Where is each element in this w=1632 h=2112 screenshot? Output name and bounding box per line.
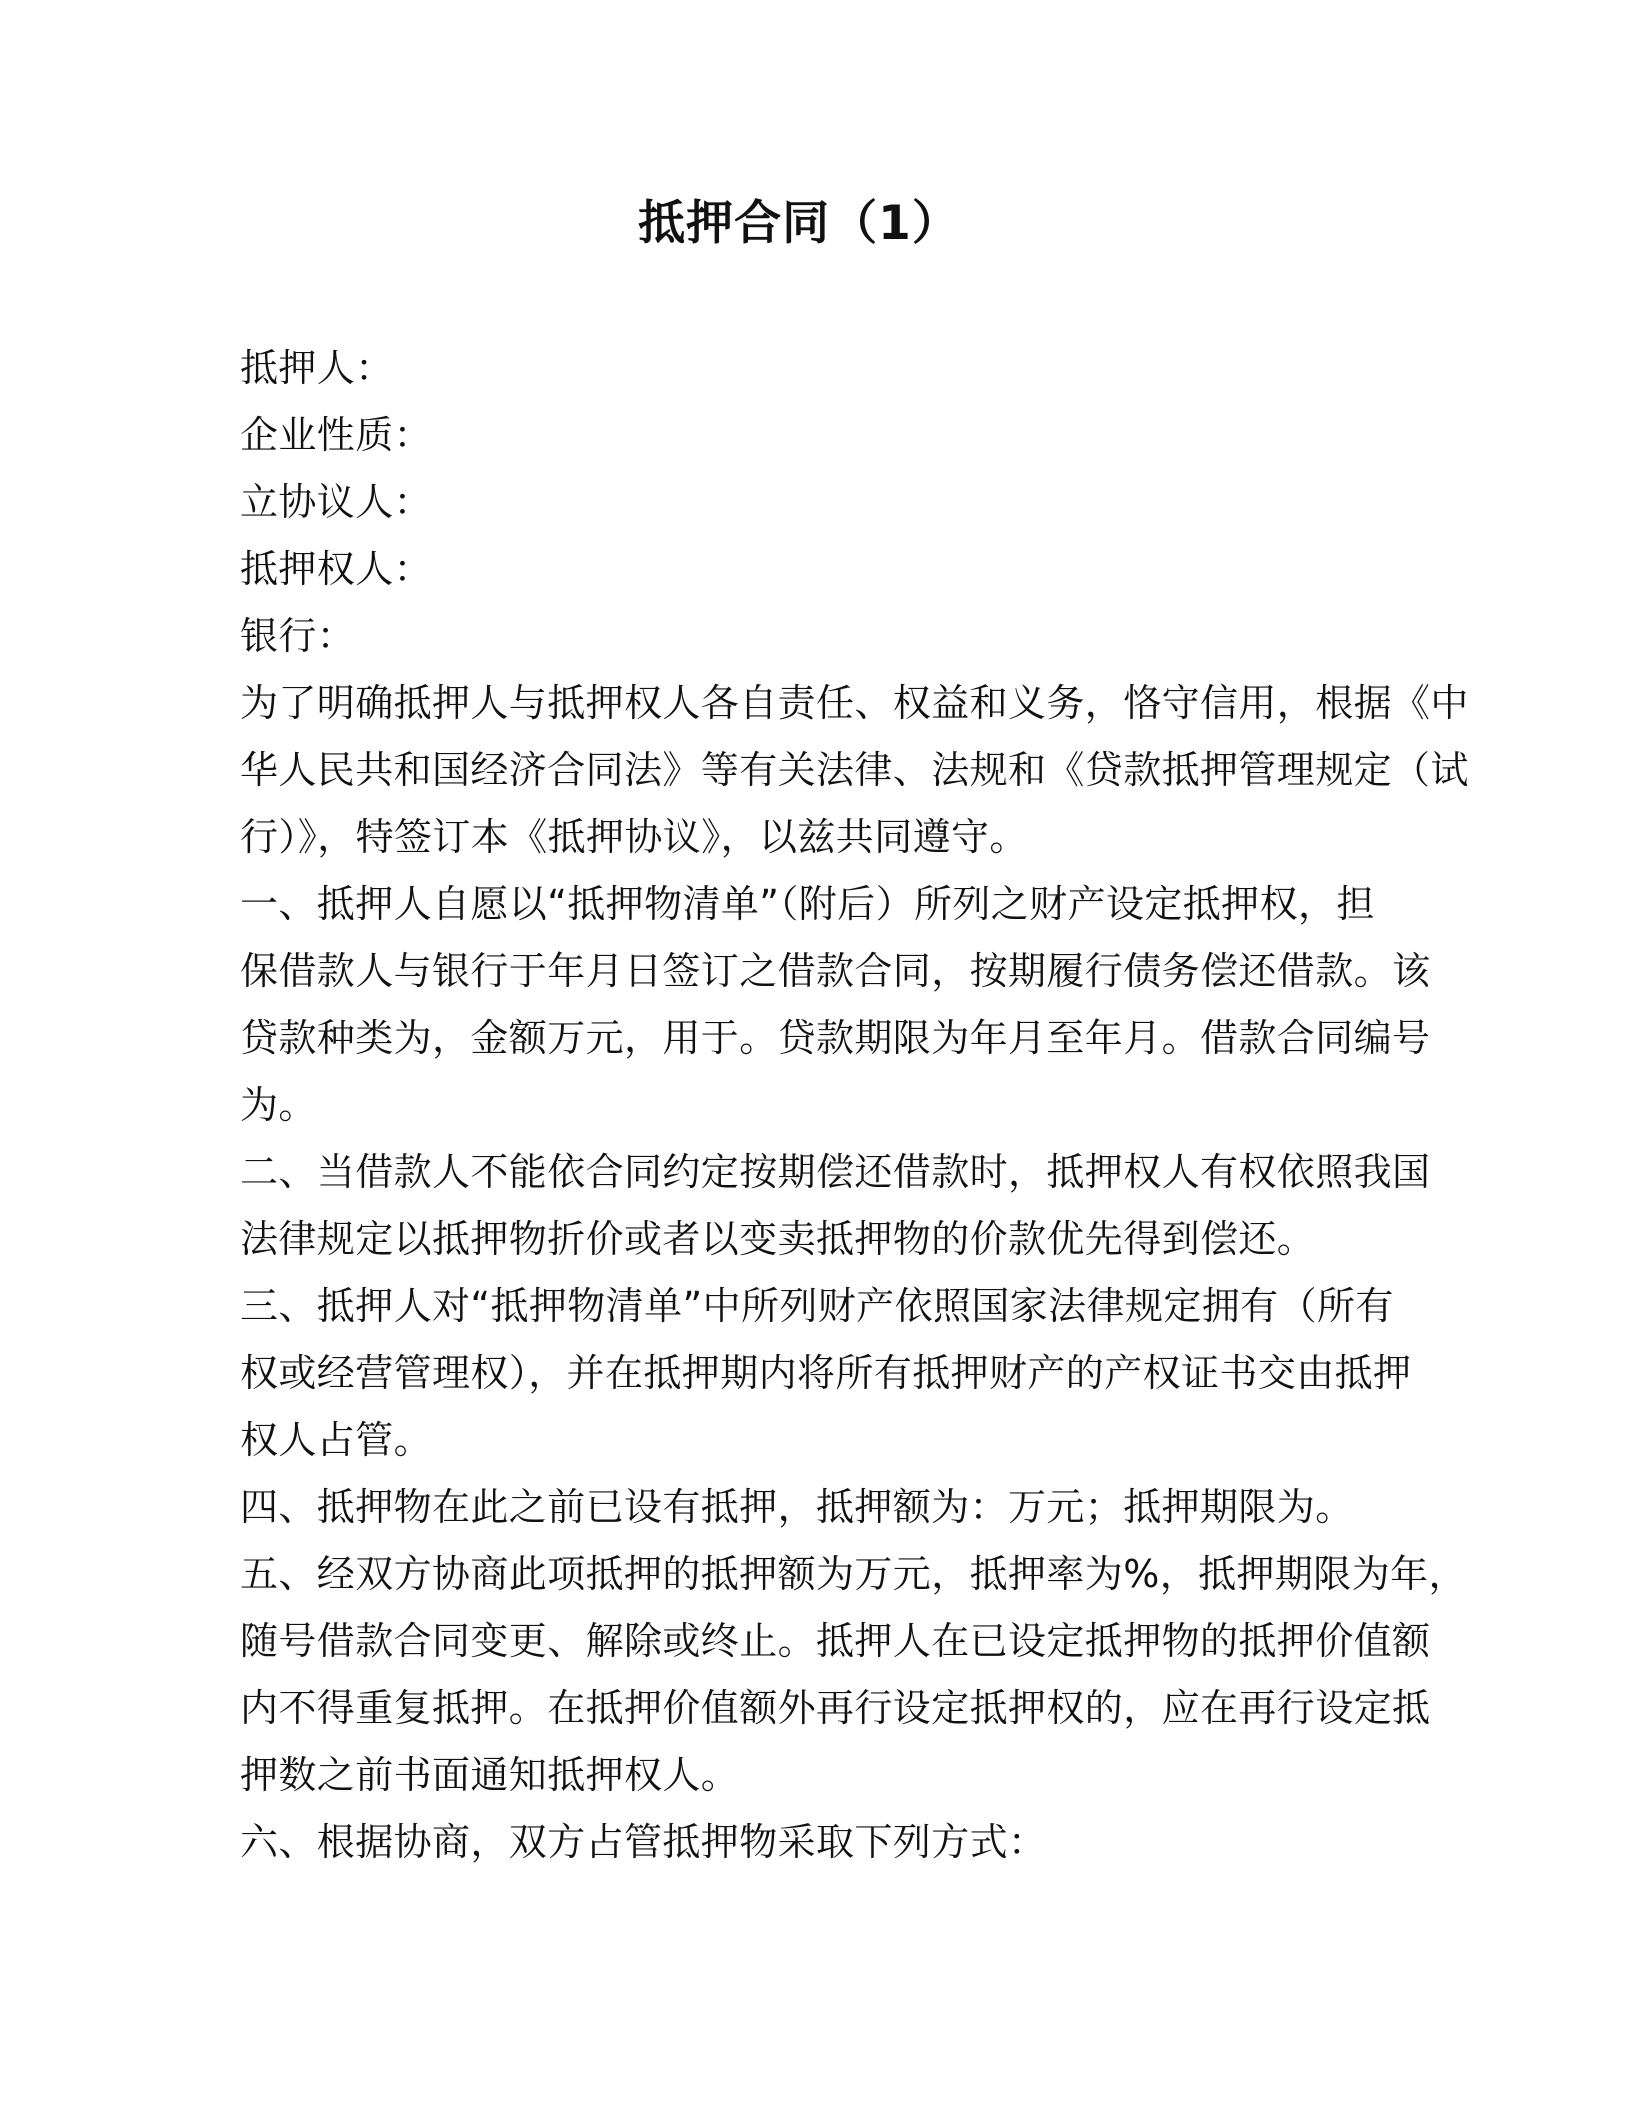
clause-3-line: 三、抵押人对“抵押物清单”中所列财产依照国家法律规定拥有（所有 [240, 1284, 1394, 1328]
clause-1-line: 一、抵押人自愿以“抵押物清单”（附后）所列之财产设定抵押权，担 [240, 882, 1375, 926]
clause-6-line: 六、根据协商，双方占管抵押物采取下列方式： [240, 1820, 1047, 1864]
field-enterprise-nature: 企业性质： [240, 413, 433, 457]
preamble-line: 为了明确抵押人与抵押权人各自责任、权益和义务，恪守信用，根据《中 [240, 681, 1469, 725]
clause-5-line: 内不得重复抵押。在抵押价值额外再行设定抵押权的，应在再行设定抵 [240, 1686, 1431, 1730]
clause-2-line: 二、当借款人不能依合同约定按期偿还借款时，抵押权人有权依照我国 [240, 1150, 1431, 1194]
preamble-line: 行）》，特签订本《抵押协议》，以兹共同遵守。 [240, 815, 1028, 859]
clause-5-line: 五、经双方协商此项抵押的抵押额为万元，抵押率为%，抵押期限为年， [240, 1552, 1467, 1596]
clause-1-line: 贷款种类为，金额万元，用于。贷款期限为年月至年月。借款合同编号 [240, 1016, 1431, 1060]
field-mortgagee: 抵押权人： [240, 547, 433, 591]
clause-1-line: 为。 [240, 1083, 317, 1127]
document-body [240, 335, 1469, 1876]
field-bank: 银行： [240, 614, 356, 658]
clause-3-line: 权或经营管理权），并在抵押期内将所有抵押财产的产权证书交由抵押 [240, 1351, 1412, 1395]
clause-5-line: 随号借款合同变更、解除或终止。抵押人在已设定抵押物的抵押价值额 [240, 1619, 1431, 1663]
field-agreement-party: 立协议人： [240, 480, 433, 524]
clause-3-line: 权人占管。 [240, 1418, 433, 1462]
clause-5-line: 押数之前书面通知抵押权人。 [240, 1753, 740, 1797]
preamble-line: 华人民共和国经济合同法》等有关法律、法规和《贷款抵押管理规定（试 [240, 748, 1469, 792]
clause-2-line: 法律规定以抵押物折价或者以变卖抵押物的价款优先得到偿还。 [240, 1217, 1316, 1261]
clause-4-line: 四、抵押物在此之前已设有抵押，抵押额为：万元；抵押期限为。 [240, 1485, 1354, 1529]
document-title: 抵押合同（1） [638, 196, 960, 251]
field-mortgagor: 抵押人： [240, 346, 394, 390]
clause-1-line: 保借款人与银行于年月日签订之借款合同，按期履行债务偿还借款。该 [240, 949, 1431, 993]
